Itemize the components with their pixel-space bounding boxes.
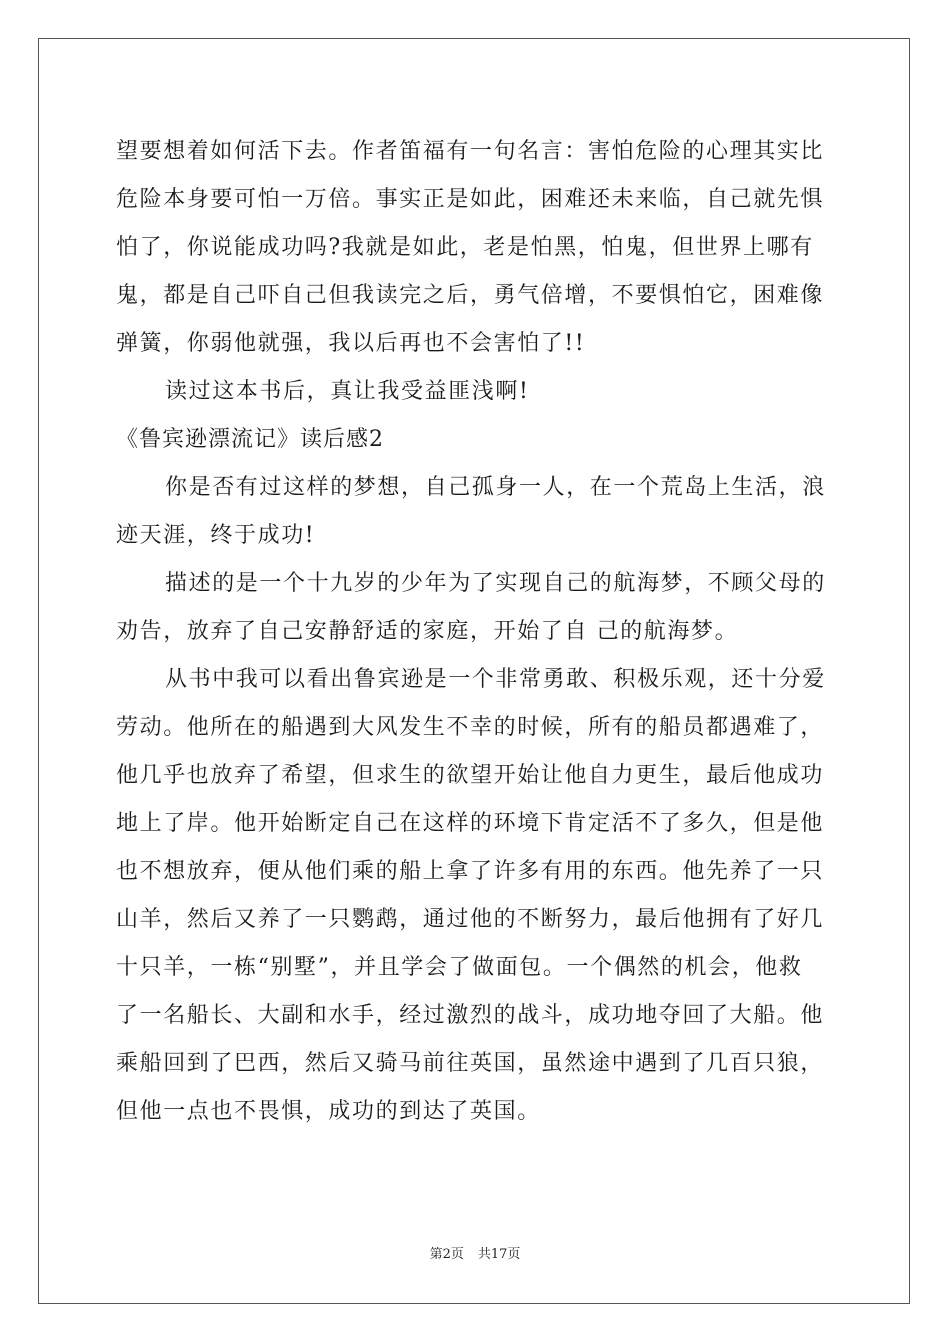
page-number-current: 第2页 — [429, 1247, 464, 1262]
text-line-5: 弹簧，你弱他就强，我以后再也不会害怕了!! — [116, 331, 586, 356]
text-line-9: 迹天涯，终于成功! — [116, 523, 316, 548]
text-line-1: 望要想着如何活下去。作者笛福有一句名言：害怕危险的心理其实比 — [116, 139, 825, 164]
text-line-11: 劝告，放弃了自己安静舒适的家庭，开始了自 己的航海梦。 — [116, 619, 739, 644]
text-line-17: 山羊，然后又养了一只鹦鹉，通过他的不断努力，最后他拥有了好几 — [116, 907, 825, 932]
text-line-14: 他几乎也放弃了希望，但求生的欲望开始让他自力更生，最后他成功 — [116, 763, 825, 788]
text-line-21: 但他一点也不畏惧，成功的到达了英国。 — [116, 1099, 541, 1124]
text-line-19: 了一名船长、大副和水手，经过激烈的战斗，成功地夺回了大船。他 — [116, 1003, 825, 1028]
text-line-12: 从书中我可以看出鲁宾逊是一个非常勇敢、积极乐观，还十分爱 — [165, 667, 826, 692]
text-line-20: 乘船回到了巴西，然后又骑马前往英国，虽然途中遇到了几百只狼， — [116, 1051, 825, 1076]
text-line-8: 你是否有过这样的梦想，自己孤身一人，在一个荒岛上生活，浪 — [165, 475, 826, 500]
text-line-3: 怕了，你说能成功吗?我就是如此，老是怕黑，怕鬼，但世界上哪有 — [116, 235, 814, 260]
text-line-6: 读过这本书后，真让我受益匪浅啊! — [165, 379, 530, 404]
document-body — [116, 128, 832, 1136]
text-line-18: 十只羊，一栋“别墅”，并且学会了做面包。一个偶然的机会，他救 — [116, 955, 803, 980]
text-line-16: 也不想放弃，便从他们乘的船上拿了许多有用的东西。他先养了一只 — [116, 859, 825, 884]
text-line-10: 描述的是一个十九岁的少年为了实现自己的航海梦，不顾父母的 — [165, 571, 826, 596]
page-footer — [0, 1247, 950, 1263]
text-line-2: 危险本身要可怕一万倍。事实正是如此，困难还未来临，自己就先惧 — [116, 187, 825, 212]
text-line-15: 地上了岸。他开始断定自己在这样的环境下肯定活不了多久，但是他 — [116, 811, 825, 836]
text-line-4: 鬼，都是自己吓自己但我读完之后，勇气倍增，不要惧怕它，困难像 — [116, 283, 825, 308]
text-line-13: 劳动。他所在的船遇到大风发生不幸的时候，所有的船员都遇难了， — [116, 715, 825, 740]
section-heading: 《鲁宾逊漂流记》读后感2 — [116, 427, 384, 452]
page-number-total: 共17页 — [477, 1247, 521, 1262]
